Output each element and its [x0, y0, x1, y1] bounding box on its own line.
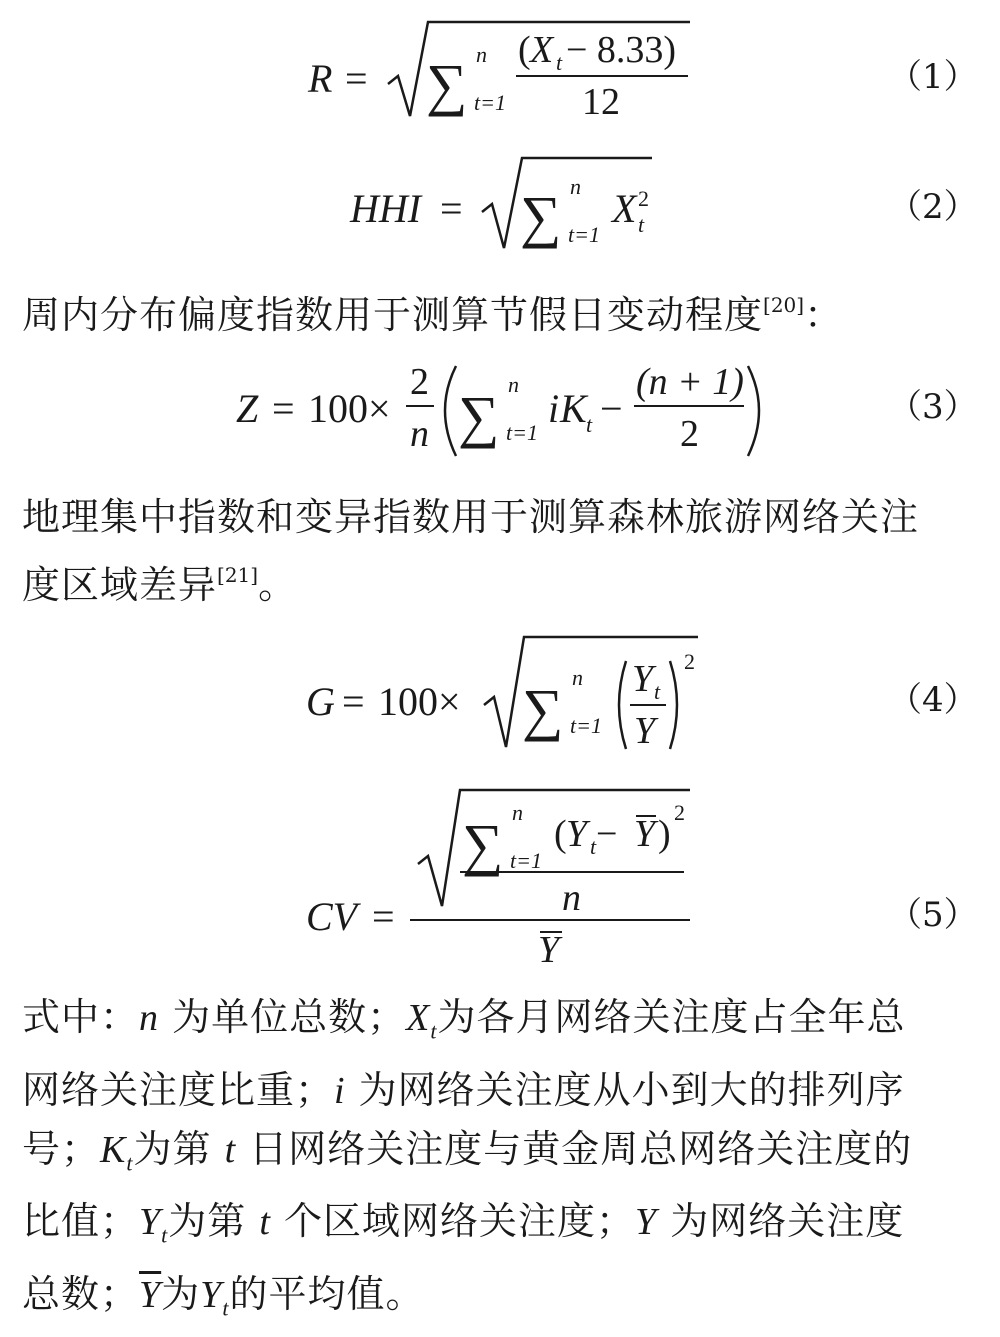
- var-Y-sub: t: [161, 1222, 169, 1248]
- eq3-sum-sup: n: [508, 372, 519, 397]
- var-K: K: [100, 1128, 127, 1171]
- var-Y-sub: t: [222, 1295, 230, 1321]
- eq4-number: （4）: [888, 680, 978, 720]
- eq2-var: X: [612, 186, 637, 231]
- defs-text: 为单位总数；: [159, 995, 407, 1039]
- eq1-den: 12: [582, 81, 620, 123]
- eq2-equals: =: [440, 186, 463, 231]
- var-X: X: [406, 997, 431, 1039]
- eq3-term-K: K: [560, 386, 587, 431]
- var-X-sub: t: [430, 1018, 438, 1044]
- eq3-term-i: i: [548, 386, 560, 431]
- eq5-inner-var: Y: [566, 813, 588, 855]
- var-Y: Y: [200, 1273, 223, 1316]
- eq1-lhs: R: [308, 56, 333, 101]
- defs-text: 为网络关注度: [657, 1199, 905, 1244]
- eq5-inner-den: n: [562, 877, 581, 919]
- eq1-num-sub: t: [556, 50, 563, 75]
- eq5-inner-close: ): [658, 813, 671, 855]
- eq3-frac-den: n: [410, 413, 429, 455]
- eq2-var-sub: t: [638, 212, 645, 237]
- var-t: t: [259, 1201, 271, 1244]
- eq5-sum-sub: t=1: [510, 848, 542, 873]
- eq3-term-sub: t: [586, 412, 593, 437]
- eq5-number: （5）: [888, 895, 978, 935]
- para2-line2: 度区域差异: [22, 563, 218, 607]
- eq4-frac-num-sub: t: [654, 679, 661, 704]
- eq3-right-paren: [748, 366, 759, 456]
- eq3-sum-sub: t=1: [506, 420, 538, 445]
- eq5-inner-bar: Y: [634, 813, 656, 855]
- eq3-number: （3）: [888, 387, 978, 427]
- equation-2: [0, 140, 1000, 260]
- defs-text: 式中：: [22, 995, 140, 1039]
- eq1-num-rest: − 8.33): [566, 29, 677, 71]
- var-Y: Y: [139, 1201, 162, 1244]
- eq3-lhs: Z: [236, 386, 259, 431]
- para2-end: 。: [258, 563, 298, 607]
- eq4-sigma: ∑: [522, 677, 564, 742]
- defs-text: 为第: [133, 1126, 225, 1171]
- defs-text: 总数；: [22, 1271, 140, 1316]
- eq2-lhs: HHI: [350, 186, 422, 231]
- citation-21: [21]: [217, 563, 259, 587]
- defs-text: 的平均值。: [229, 1271, 425, 1316]
- equation-4: [0, 625, 1000, 760]
- eq2-number: （2）: [888, 187, 978, 227]
- defs-text: 个区域网络关注度；: [270, 1199, 636, 1244]
- eq1-sigma: ∑: [426, 52, 468, 117]
- eq1-sum-sup: n: [476, 42, 487, 67]
- var-Y-total: Y: [635, 1201, 658, 1244]
- variable-definitions: [22, 988, 982, 1337]
- para1-end: ：: [804, 293, 844, 337]
- para2-line1: 地理集中指数和变异指数用于测算森林旅游网络关注: [22, 495, 920, 539]
- equation-5: [0, 780, 1000, 970]
- intro-skewness-index: [22, 284, 982, 339]
- para1-text: 周内分布偏度指数用于测算节假日变动程度: [22, 293, 764, 337]
- eq3-left-paren: [445, 366, 456, 456]
- citation-20: [20]: [763, 293, 805, 317]
- eq5-inner-minus: −: [596, 813, 618, 855]
- eq1-num-var: X: [530, 29, 554, 71]
- eq4-coef: 100×: [378, 679, 461, 724]
- eq5-equals: =: [372, 894, 395, 939]
- eq2-sigma: ∑: [520, 184, 562, 249]
- eq5-inner-sub: t: [590, 834, 597, 859]
- defs-text: 为网络关注度从小到大的排列序: [345, 1067, 905, 1112]
- eq1-num-open: (: [518, 29, 531, 71]
- eq4-lhs: G: [306, 679, 335, 724]
- eq5-sum-sup: n: [512, 800, 523, 825]
- eq4-frac-den: Y: [634, 710, 656, 752]
- equation-3: [0, 350, 1000, 470]
- eq5-lhs: CV: [306, 894, 358, 939]
- eq3-frac2-num: (n + 1): [636, 361, 744, 403]
- eq1-equals: =: [345, 56, 368, 101]
- defs-text: 网络关注度比重；: [22, 1067, 335, 1112]
- defs-text: 日网络关注度与黄金周总网络关注度的: [236, 1126, 913, 1171]
- eq2-sum-sub: t=1: [568, 222, 600, 247]
- eq1-number: （1）: [888, 57, 978, 97]
- defs-text: 为: [161, 1271, 201, 1316]
- eq5-sigma: ∑: [462, 812, 504, 877]
- eq5-inner-open: (: [554, 813, 567, 855]
- eq4-sum-sub: t=1: [570, 713, 602, 738]
- defs-text: 比值；: [22, 1199, 140, 1244]
- eq4-sum-sup: n: [572, 665, 583, 690]
- eq3-coef: 100×: [308, 386, 391, 431]
- eq1-sum-sub: t=1: [474, 90, 506, 115]
- eq4-equals: =: [342, 679, 365, 724]
- eq2-var-sup: 2: [638, 186, 649, 211]
- intro-concentration-index: [22, 488, 982, 614]
- eq5-power: 2: [674, 800, 685, 825]
- eq5-outer-den: Y: [538, 929, 560, 971]
- eq3-frac-num: 2: [410, 361, 429, 403]
- var-i: i: [334, 1069, 346, 1112]
- eq4-frac-num: Y: [632, 658, 654, 700]
- eq3-frac2-den: 2: [680, 413, 699, 455]
- var-t: t: [224, 1128, 237, 1171]
- eq4-left-paren: [619, 661, 626, 749]
- eq3-sigma: ∑: [458, 384, 500, 449]
- defs-text: 号；: [22, 1126, 101, 1171]
- var-Y-bar: $\overline{Y}$: [139, 1273, 162, 1316]
- eq3-minus: −: [600, 386, 623, 431]
- defs-text: 为各月网络关注度占全年总: [437, 995, 906, 1039]
- eq4-right-paren: [670, 661, 677, 749]
- var-K-sub: t: [126, 1150, 134, 1176]
- equation-1: [0, 0, 1000, 130]
- eq3-equals: =: [272, 386, 295, 431]
- defs-text: 为第: [168, 1199, 260, 1244]
- var-n: n: [139, 997, 160, 1039]
- eq4-power: 2: [684, 649, 695, 674]
- eq2-sum-sup: n: [570, 174, 581, 199]
